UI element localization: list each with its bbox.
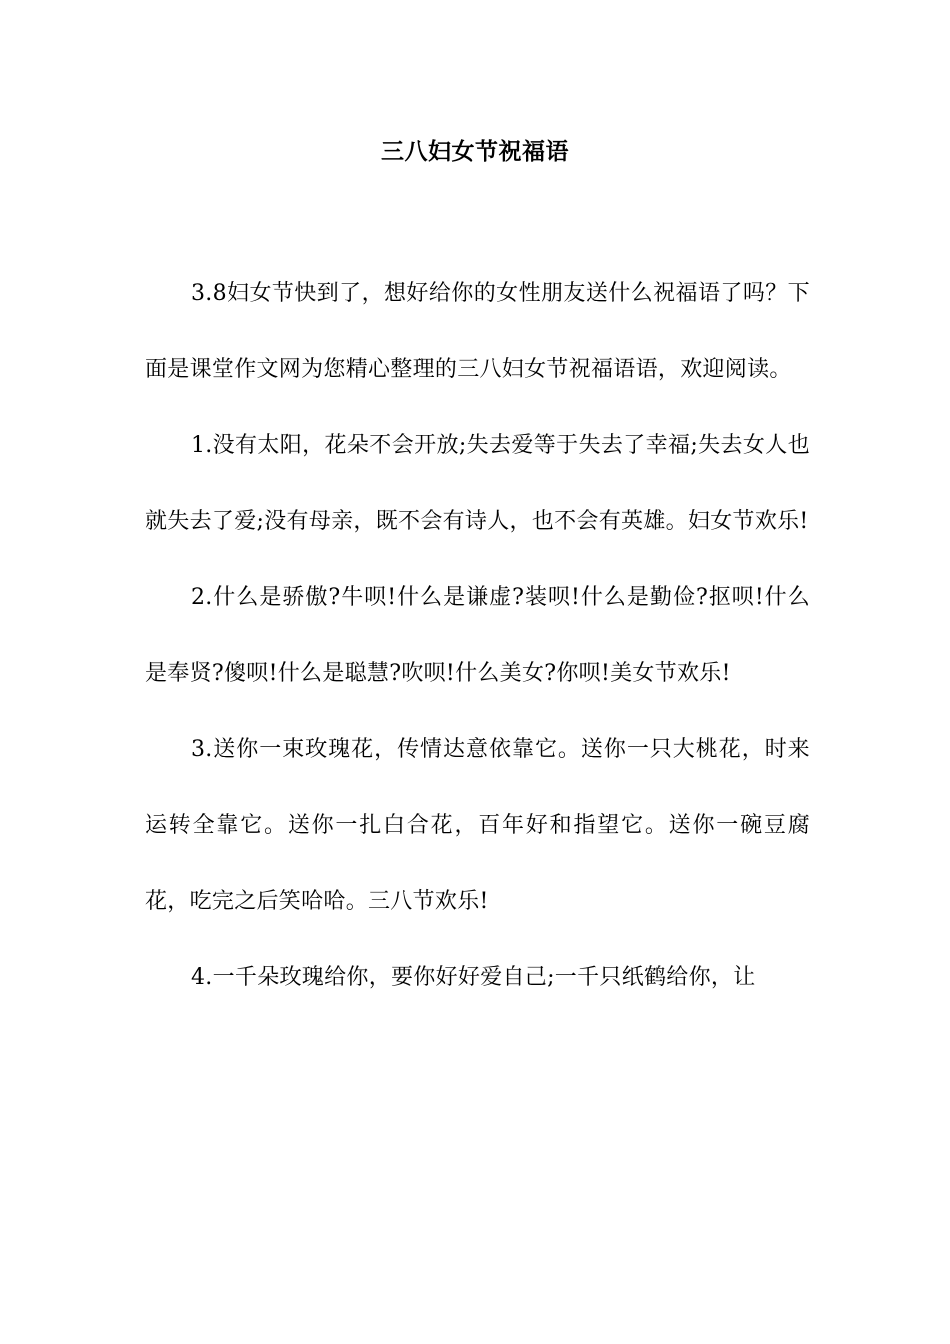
- paragraph-item-2: 2.什么是骄傲?牛呗!什么是谦虚?装呗!什么是勤俭?抠呗!什么是奉贤?傻呗!什么是聪慧?吹呗!什么美女?你呗!美女节欢乐!: [145, 585, 810, 686]
- paragraph-item-4: 4.一千朵玫瑰给你，要你好好爱自己;一千只纸鹤给你，让: [191, 965, 756, 990]
- paragraph-item-1: 1.没有太阳，花朵不会开放;失去爱等于失去了幸福;失去女人也就失去了爱;没有母亲，既不会有诗人，也不会有英雄。妇女节欢乐!: [145, 433, 810, 534]
- document-body: [145, 256, 810, 1016]
- paragraph-item-3: 3.送你一束玫瑰花，传情达意依靠它。送你一只大桃花，时来运转全靠它。送你一扎白合花，百年好和指望它。送你一碗豆腐花，吃完之后笑哈哈。三八节欢乐!: [145, 737, 810, 914]
- paragraph-intro: 3.8妇女节快到了，想好给你的女性朋友送什么祝福语了吗？下面是课堂作文网为您精心整理的三八妇女节祝福语语，欢迎阅读。: [145, 281, 810, 382]
- document-title: 三八妇女节祝福语: [381, 138, 569, 165]
